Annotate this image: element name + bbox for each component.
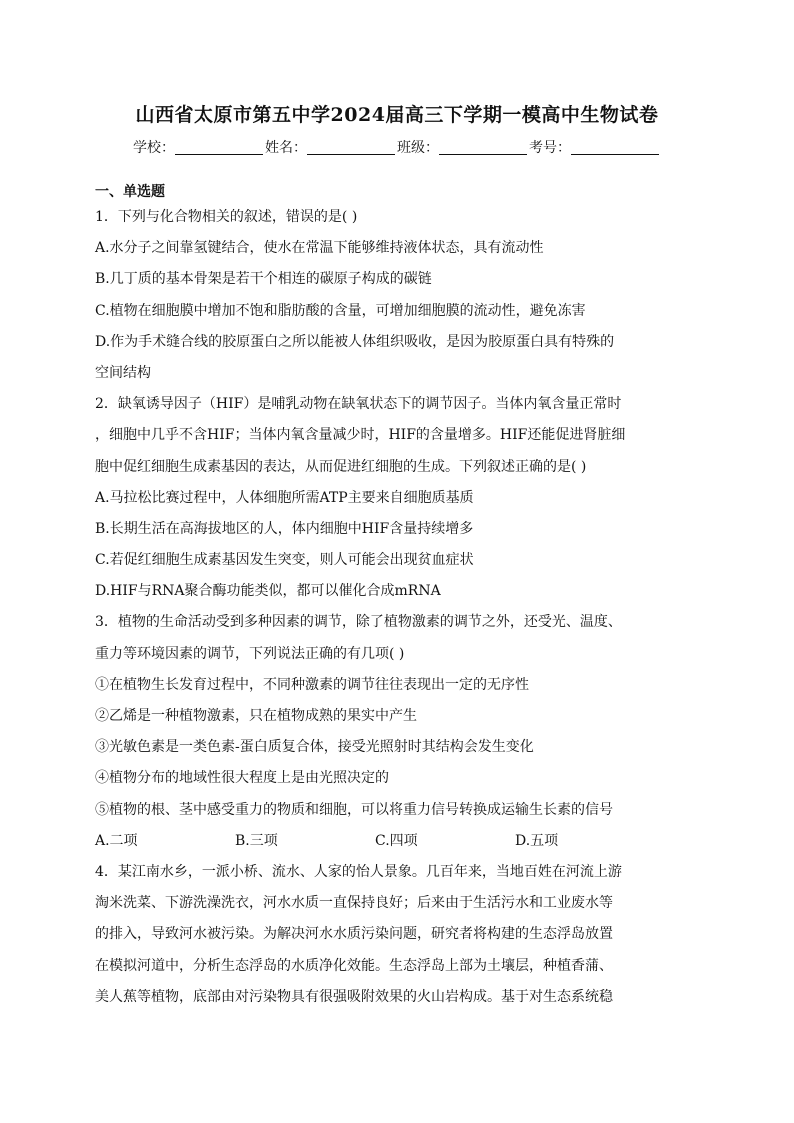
- question-stem-line: 3．植物的生命活动受到多种因素的调节，除了植物激素的调节之外，还受光、温度、: [95, 614, 622, 631]
- option-c: C.植物在细胞膜中增加不饱和脂肪酸的含量，可增加细胞膜的流动性，避免冻害: [95, 302, 586, 319]
- exam-number-label: 考号：: [529, 140, 571, 156]
- statement-2: ②乙烯是一种植物激素，只在植物成熟的果实中产生: [95, 708, 417, 724]
- option-d: D.HIF与RNA聚合酶功能类似，都可以催化合成mRNA: [95, 583, 441, 600]
- question-stem-line: 美人蕉等植物，底部由对污染物具有很强吸附效果的火山岩构成。基于对生态系统稳: [95, 988, 613, 1005]
- question-stem-line: 2．缺氧诱导因子（HIF）是哺乳动物在缺氧状态下的调节因子。当体内氧含量正常时: [95, 396, 622, 413]
- question-stem-line: ，细胞中几乎不含HIF；当体内氧含量减少时，HIF的含量增多。HIF还能促进肾脏细: [95, 427, 626, 444]
- question-1: [95, 202, 695, 389]
- options-row: [95, 826, 695, 857]
- school-blank[interactable]: [175, 140, 263, 155]
- questions-area: [95, 202, 695, 1013]
- name-field: [265, 137, 397, 157]
- section-heading: 一、单选题: [95, 184, 165, 200]
- option-c: C.若促红细胞生成素基因发生突变，则人可能会出现贫血症状: [95, 552, 474, 569]
- school-field: [133, 137, 265, 157]
- question-stem-line: 4．某江南水乡，一派小桥、流水、人家的怡人景象。几百年来，当地百姓在河流上游: [95, 863, 622, 880]
- question-4: [95, 857, 695, 1013]
- question-stem-line: 重力等环境因素的调节，下列说法正确的有几项( ): [95, 645, 405, 662]
- statement-5: ⑤植物的根、茎中感受重力的物质和细胞，可以将重力信号转换成运输生长素的信号: [95, 801, 613, 818]
- statement-3: ③光敏色素是一类色素-蛋白质复合体，接受光照射时其结构会发生变化: [95, 739, 534, 756]
- option-c: C.四项: [375, 832, 418, 849]
- exam-number-field: [529, 137, 661, 157]
- exam-title: 山西省太原市第五中学2024届高三下学期一模高中生物试卷: [135, 104, 659, 126]
- question-stem-line: 在模拟河道中，分析生态浮岛的水质净化效能。生态浮岛上部为土壤层，种植香蒲、: [95, 957, 613, 974]
- question-2: [95, 389, 695, 607]
- option-d: D.作为手术缝合线的胶原蛋白之所以能被人体组织吸收，是因为胶原蛋白具有特殊的: [95, 333, 615, 350]
- option-b: B.几丁质的基本骨架是若干个相连的碳原子构成的碳链: [95, 271, 432, 288]
- student-info-row: [0, 137, 794, 157]
- option-a: A.马拉松比赛过程中，人体细胞所需ATP主要来自细胞质基质: [95, 489, 474, 506]
- question-stem-line: 胞中促红细胞生成素基因的表达，从而促进红细胞的生成。下列叙述正确的是( ): [95, 458, 587, 475]
- class-field: [397, 137, 529, 157]
- option-a: A.水分子之间靠氢键结合，使水在常温下能够维持液体状态，具有流动性: [95, 240, 544, 257]
- name-label: 姓名：: [265, 140, 307, 156]
- question-3: [95, 607, 695, 857]
- question-stem-line: 的排入，导致河水被污染。为解决河水水质污染问题，研究者将构建的生态浮岛放置: [95, 926, 613, 943]
- option-d-continued: 空间结构: [95, 364, 151, 381]
- question-stem-line: 淘米洗菜、下游洗澡洗衣，河水水质一直保持良好；后来由于生活污水和工业废水等: [95, 895, 613, 912]
- school-label: 学校：: [133, 140, 175, 156]
- class-blank[interactable]: [439, 140, 527, 155]
- option-a: A.二项: [95, 832, 138, 849]
- question-stem-line: 1．下列与化合物相关的叙述，错误的是( ): [95, 209, 358, 225]
- class-label: 班级：: [397, 140, 439, 156]
- statement-1: ①在植物生长发育过程中，不同种激素的调节往往表现出一定的无序性: [95, 676, 529, 693]
- option-d: D.五项: [515, 832, 559, 849]
- name-blank[interactable]: [307, 140, 395, 155]
- option-b: B.三项: [235, 832, 278, 849]
- statement-4: ④植物分布的地域性很大程度上是由光照决定的: [95, 770, 389, 787]
- exam-number-blank[interactable]: [571, 140, 659, 155]
- option-b: B.长期生活在高海拔地区的人，体内细胞中HIF含量持续增多: [95, 520, 474, 537]
